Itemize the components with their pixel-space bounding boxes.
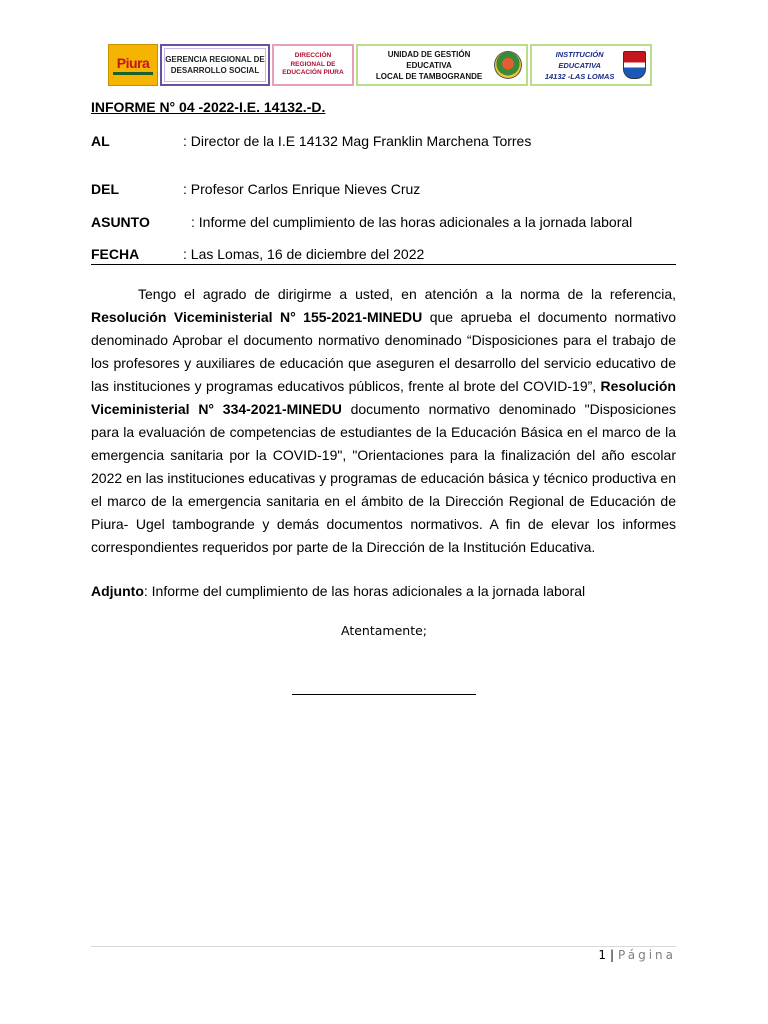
direccion-regional-label <box>282 52 343 78</box>
ie-label <box>536 49 623 82</box>
field-del <box>91 181 420 197</box>
field-al <box>91 133 531 149</box>
body-part-2: que aprueba el documento normativo denominado Aprobar el documento normativo denominado “Disposiciones para el trabajo de los profesores y auxiliares de educación que aseguren el desarrollo del servicio educativo de las instituciones y programas educativos públicos, frente al brote del COVID-19”, <box>91 309 676 394</box>
gerencia-regional-label <box>165 54 265 76</box>
closing-text: Atentamente; <box>341 623 427 638</box>
body-bold-2: Resolución Viceministerial N° 334-2021-MINEDU <box>91 378 676 417</box>
body-paragraph <box>91 283 676 559</box>
field-al-value: : Director de la I.E 14132 Mag Franklin Marchena Torres <box>183 133 532 149</box>
field-al-key: AL <box>91 133 110 149</box>
field-del-key: DEL <box>91 181 119 197</box>
piura-logo-stripe <box>113 72 153 75</box>
adjunto-key: Adjunto <box>91 583 144 599</box>
field-asunto-key: ASUNTO <box>91 214 150 230</box>
page-label: Página <box>618 948 676 962</box>
field-asunto-value: : Informe del cumplimiento de las horas adicionales a la jornada laboral <box>191 214 633 230</box>
page-number: 1 <box>598 948 606 962</box>
ugel-emblem-icon <box>494 51 522 79</box>
page-footer <box>598 948 676 962</box>
field-fecha <box>91 246 424 262</box>
ie-line-2: 14132 -LAS LOMAS <box>544 71 615 81</box>
document-title: INFORME N° 04 -2022-I.E. 14132.-D. <box>91 99 326 115</box>
field-fecha-value: : Las Lomas, 16 de diciembre del 2022 <box>183 246 425 262</box>
dre-line-2: REGIONAL DE <box>290 60 336 68</box>
piura-logo-text: Piura <box>116 54 150 71</box>
institucion-educativa-logo <box>530 44 652 86</box>
gerencia-regional-logo <box>160 44 270 86</box>
direccion-regional-logo <box>272 44 354 86</box>
header-banner <box>108 44 654 88</box>
body-paragraph-text <box>91 283 676 559</box>
field-asunto <box>91 214 632 230</box>
piura-logo <box>108 44 158 86</box>
body-part-3: documento normativo denominado "Disposiciones para la evaluación de competencias de estudiantes de la Educación Básica en el marco de la emergencia sanitaria por la COVID-19", "Orientaciones para la finalización del año escolar 2022 en las instituciones educativas y programas de educación básica y técnico productiva en el marco de la emergencia sanitaria en el ámbito de la Dirección Regional de Educación de Piura- Ugel tambogrande y demás documentos normativos. A fin de elevar los informes correspondientes requeridos por parte de la Dirección de la Institución Educativa. <box>91 401 676 555</box>
header-divider <box>91 264 676 265</box>
dre-line-3: EDUCACIÓN PIURA <box>282 69 344 77</box>
ugel-logo <box>356 44 528 86</box>
body-bold-1: Resolución Viceministerial N° 155-2021-MINEDU <box>91 309 423 325</box>
signature-line <box>292 694 476 695</box>
footer-divider <box>91 946 676 947</box>
body-part-1: Tengo el agrado de dirigirme a usted, en atención a la norma de la referencia, <box>138 286 676 302</box>
ie-shield-icon <box>623 51 646 79</box>
footer-separator: | <box>609 948 615 962</box>
gerencia-line-1: GERENCIA REGIONAL DE <box>165 55 265 64</box>
adjunto-value: : Informe del cumplimiento de las horas adicionales a la jornada laboral <box>143 583 586 599</box>
ie-line-1: INSTITUCIÓN EDUCATIVA <box>555 49 604 70</box>
field-del-value: : Profesor Carlos Enrique Nieves Cruz <box>183 181 421 197</box>
ugel-label <box>364 49 494 82</box>
dre-line-1: DIRECCIÓN <box>294 52 332 60</box>
ugel-line-1: UNIDAD DE GESTIÓN EDUCATIVA <box>387 49 471 70</box>
ugel-line-2: LOCAL DE TAMBOGRANDE <box>375 71 483 81</box>
gerencia-line-2: DESARROLLO SOCIAL <box>170 66 260 75</box>
field-fecha-key: FECHA <box>91 246 140 262</box>
adjunto-line <box>91 582 676 600</box>
